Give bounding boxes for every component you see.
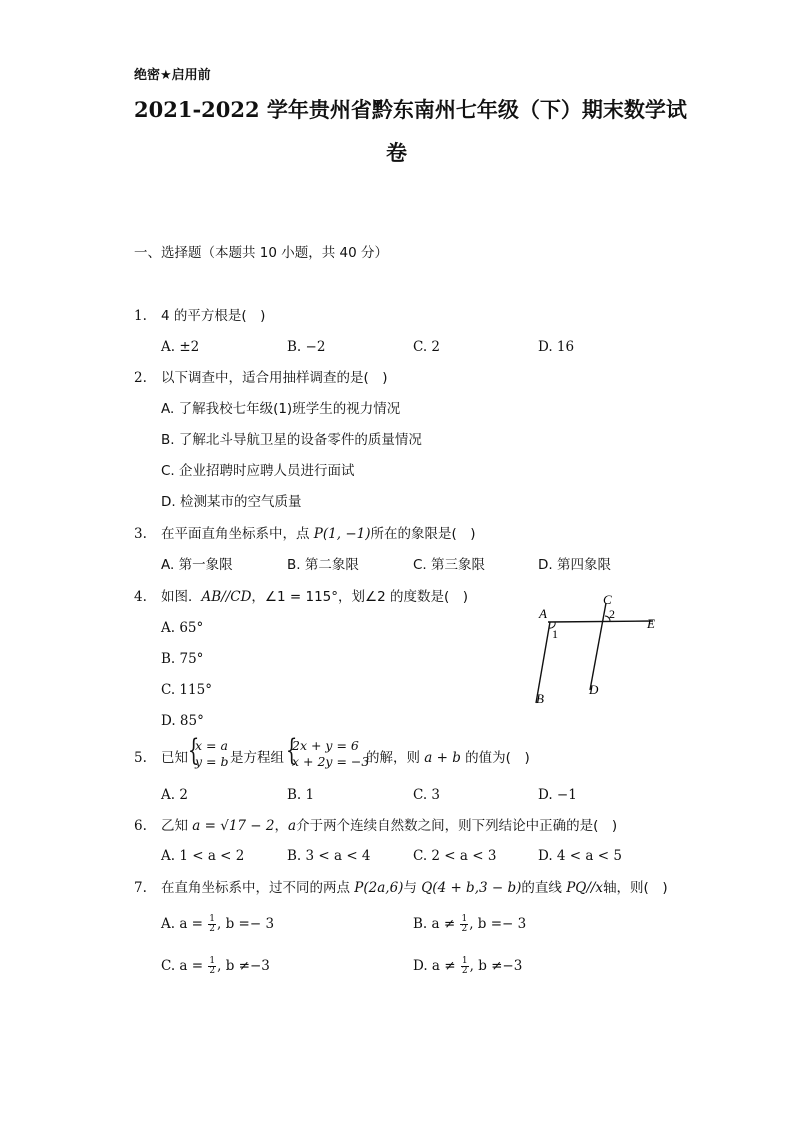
q7-option-a: A. a = $\frac{1}{2}$ , b =− 3 [161,914,275,934]
q5-option-b: B. 1 [287,787,315,803]
line-cd [590,603,606,690]
q5-mid-text: 是方程组 [230,750,284,766]
q5-known: 已知 [161,750,188,766]
system1-row2: y = b [195,754,229,769]
parallel-lines-figure [528,588,668,710]
q3-option-d: D. 第四象限 [538,557,611,573]
q5-tail: 的解，则 a + b 的值为( ) [366,750,530,766]
q7-option-c: C. a = $\frac{1}{2}$ , b ≠−3 [161,956,270,976]
q4-stem: 如图．AB//CD，∠1 = 115°，划∠2 的度数是( ) [161,589,469,605]
q3-number: 3. [134,526,147,542]
q3-option-c: C. 第三象限 [413,557,486,573]
q1-option-a: A. ±2 [161,339,200,355]
label-angle1: 1 [552,627,558,641]
q6-option-b: B. 3 < a < 4 [287,848,371,864]
q5-option-d: D. −1 [538,787,577,803]
q3-option-b: B. 第二象限 [287,557,359,573]
q2-option-d: D. 检测某市的空气质量 [161,494,302,510]
q2-stem: 以下调查中，适合用抽样调查的是( ) [161,370,388,386]
q5-number: 5. [134,750,147,766]
q4-number: 4. [134,589,147,605]
q3-stem: 在平面直角坐标系中，点 P(1, −1)所在的象限是( ) [161,526,476,542]
label-c: C [603,592,612,607]
q6-option-d: D. 4 < a < 5 [538,848,622,864]
q7-number: 7. [134,880,147,896]
q1-option-b: B. −2 [287,339,326,355]
q5-option-c: C. 3 [413,787,441,803]
q1-stem: 4 的平方根是( ) [161,308,266,324]
q6-option-c: C. 2 < a < 3 [413,848,497,864]
label-a: A [539,606,547,621]
system2-brace: { [285,733,298,768]
system1-brace: { [187,733,200,768]
line-ae [548,621,653,622]
q2-option-b: B. 了解北斗导航卫星的设备零件的质量情况 [161,432,422,448]
q4-option-c: C. 115° [161,682,212,698]
label-e: E [647,616,655,631]
section-heading: 一、选择题（本题共 10 小题，共 40 分） [134,245,389,261]
system2-row2: x + 2y = −3 [292,754,370,769]
secret-label: 绝密★启用前 [134,68,211,83]
q7-option-d: D. a ≠ $\frac{1}{2}$ , b ≠−3 [413,956,523,976]
q6-option-a: A. 1 < a < 2 [161,848,245,864]
q1-option-d: D. 16 [538,339,575,355]
q1-number: 1. [134,308,147,324]
label-angle2: 2 [609,607,615,621]
system1-row1: x = a [195,738,228,753]
q2-number: 2. [134,370,147,386]
q6-number: 6. [134,818,147,834]
page-title-line1: 2021-2022 学年贵州省黔东南州七年级（下）期末数学试 [134,97,687,122]
q7-stem: 在直角坐标系中，过不同的两点 P(2a,6)与 Q(4 + b,3 − b)的直线 PQ//x轴，则( ) [161,880,668,896]
label-b: B [536,691,544,706]
q7-option-b: B. a ≠ $\frac{1}{2}$ , b =− 3 [413,914,527,934]
q5-option-a: A. 2 [161,787,188,803]
page-title-line2: 卷 [386,140,407,165]
label-d: D [589,682,599,697]
q6-stem: 乙知 a = √17 − 2，a介于两个连续自然数之间，则下列结论中正确的是( ) [161,818,618,834]
q2-option-c: C. 企业招聘时应聘人员进行面试 [161,463,355,479]
q4-option-d: D. 85° [161,713,204,729]
q4-option-b: B. 75° [161,651,204,667]
q2-option-a: A. 了解我校七年级(1)班学生的视力情况 [161,401,401,417]
q4-option-a: A. 65° [161,620,204,636]
q1-option-c: C. 2 [413,339,441,355]
q3-option-a: A. 第一象限 [161,557,233,573]
system2-row1: 2x + y = 6 [292,738,359,753]
